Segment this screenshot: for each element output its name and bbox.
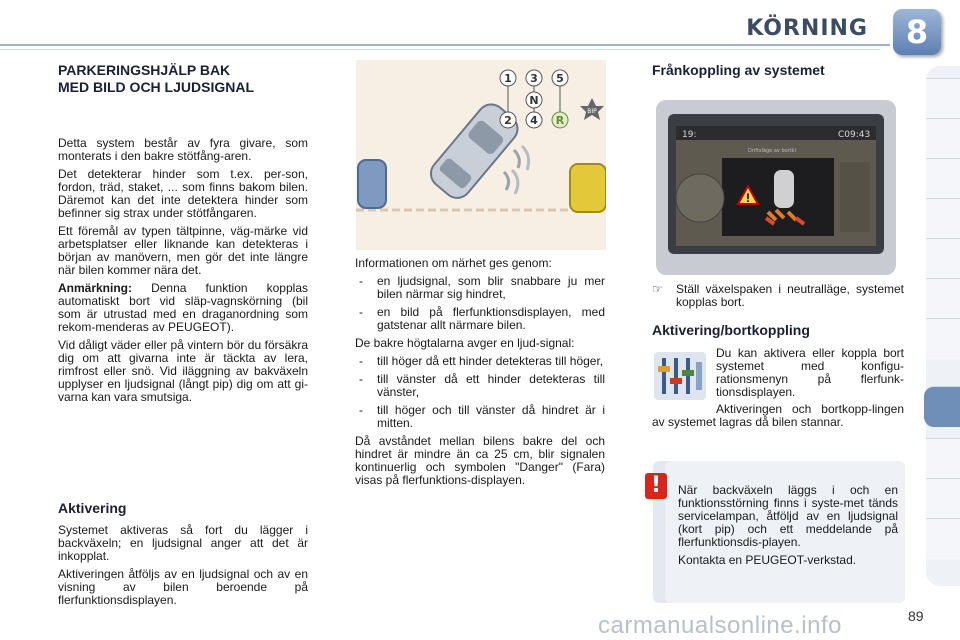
- parking-illustration: [356, 60, 606, 250]
- list-item: - en bild på flerfunktionsdisplayen, med gatstenar allt närmare bilen.: [355, 306, 605, 332]
- chapter-tab[interactable]: [926, 118, 960, 159]
- paragraph: Vid dåligt väder eller på vintern bör du försäkra dig om att givarna inte är täckta av lera, rimfrost eller snö. Vid iläggning av bakväxeln upplyser en ljudsignal (långt pip) dig om att gi-varna kan vara smutsiga.: [58, 338, 308, 404]
- paragraph: Aktiveringen åtföljs av en ljudsignal och av en visning av bilen beroende på flerfunktionsdisplayen.: [58, 567, 308, 607]
- bip-label: BIP: [587, 108, 597, 115]
- gear-1: 1: [504, 72, 512, 85]
- speaker-list: [355, 355, 605, 430]
- paragraph: När backväxeln läggs i och en funktionsstörning finns i syste-met tänds servicelampan, åtföljd av en ljudsignal (kort pip) och ett meddelande på flerfunktionsdis-playen.: [678, 483, 898, 549]
- paragraph: Detta system består av fyra givare, som monterats i den bakre stötfång-aren.: [58, 136, 308, 163]
- aktbort-body-2: [652, 403, 904, 434]
- paragraph: Då avståndet mellan bilens bakre del och hindret är mindre än ca 25 cm, blir signalen kontinuerlig och symbolen "Danger" (Fara) visas på flerfunktions-displayen.: [355, 434, 605, 487]
- paragraph: Kontakta en PEUGEOT-verkstad.: [678, 553, 857, 567]
- chapter-tab[interactable]: [926, 278, 960, 319]
- warning-icon: !: [645, 473, 667, 499]
- left-body: [58, 137, 308, 409]
- list-item: - till höger och till vänster då hindret är i mitten.: [355, 404, 605, 430]
- paragraph: Aktiveringen och bortkopp-lingen av systemet lagras då bilen stannar.: [652, 402, 904, 429]
- paragraph: Du kan aktivera eller koppla bort systemet med konfigu-rationsmenyn på flerfunk-tionsdisplayen.: [716, 346, 904, 399]
- chapter-tab[interactable]: [926, 518, 960, 559]
- chapter-tab[interactable]: [926, 438, 960, 479]
- warning-text: [678, 484, 898, 572]
- middle-body: [355, 257, 605, 492]
- paragraph: Ett föremål av typen tältpinne, väg-märke vid arbetsplatser eller liknande kan detekteras i början av manövern, men gör det inte längre när bilen kommer nära det.: [58, 224, 308, 277]
- parking-diagram: [356, 60, 606, 250]
- chapter-tab-active[interactable]: [924, 386, 960, 427]
- gear-r: R: [555, 114, 565, 127]
- chapter-tab[interactable]: [926, 478, 960, 519]
- chapter-tab[interactable]: [926, 318, 960, 359]
- header-rule-thin: [0, 49, 880, 50]
- screen-sub-text: Driftsläge av bortkl: [748, 148, 796, 154]
- page-number: 89: [908, 608, 924, 624]
- chapter-tab[interactable]: [926, 78, 960, 119]
- svg-text:!: !: [746, 191, 750, 205]
- chapter-tab[interactable]: [926, 198, 960, 239]
- list-item: - till höger då ett hinder detekteras till höger,: [355, 355, 605, 368]
- gear-n: N: [529, 94, 539, 107]
- paragraph: Systemet aktiveras så fort du lägger i backväxeln; en ljudsignal anger att det är inkopplat.: [58, 523, 308, 563]
- gear-5: 5: [556, 72, 564, 85]
- chapter-number-badge: [893, 9, 941, 55]
- section-title: [58, 62, 318, 96]
- frankoppling-heading: Frånkoppling av systemet: [652, 62, 825, 78]
- aktivering-body: [58, 524, 308, 612]
- neutral-instruction: [652, 283, 904, 309]
- screen-right-text: C09:43: [838, 130, 871, 140]
- aktbort-body-1: [716, 347, 904, 404]
- pointer-icon: ☞: [652, 282, 663, 296]
- gear-2: 2: [504, 114, 512, 127]
- chapter-title: KÖRNING: [746, 16, 868, 41]
- proximity-list: [355, 275, 605, 332]
- paragraph: Informationen om närhet ges genom:: [355, 256, 552, 270]
- paragraph: De bakre högtalarna avger en ljud-signal:: [355, 336, 575, 350]
- note-label: Anmärkning:: [58, 281, 133, 295]
- watermark: carmanualsonline.info: [598, 612, 842, 639]
- aktivering-heading: Aktivering: [58, 500, 127, 516]
- config-menu-icon: [654, 352, 706, 400]
- list-item: - till vänster då ett hinder detekteras till vänster,: [355, 373, 605, 399]
- chapter-tabs: [926, 66, 960, 586]
- note-text: Denna funktion kopplas automatiskt bort vid släp-vagnskörning (bil som är utrustad med en draganordning som rekom-menderas av PEUGEOT).: [58, 281, 308, 334]
- header-rule: [0, 44, 890, 46]
- chapter-tab[interactable]: [926, 238, 960, 279]
- paragraph: Det detekterar hinder som t.ex. per-son, fordon, träd, staket, ... som finns bakom bilen. Däremot kan det inte detektera hinder som befinner sig strax under stötfångaren.: [58, 167, 308, 220]
- title-line: MED BILD OCH LJUDSIGNAL: [58, 79, 254, 95]
- aktbort-heading: Aktivering/bortkoppling: [652, 322, 810, 338]
- chapter-number: 8: [905, 13, 929, 51]
- note-paragraph: [58, 282, 308, 334]
- chapter-tab[interactable]: [926, 158, 960, 199]
- screen-left-text: 19:: [682, 130, 697, 140]
- display-drawing: [656, 100, 896, 275]
- gear-4: 4: [530, 114, 538, 127]
- multifunction-display-illustration: [656, 100, 896, 275]
- title-line: PARKERINGSHJÄLP BAK: [58, 62, 231, 78]
- list-item: - en ljudsignal, som blir snabbare ju mer bilen närmar sig hindret,: [355, 275, 605, 301]
- gear-3: 3: [530, 72, 538, 85]
- instruction-text: Ställ växelspaken i neutralläge, systemet kopplas bort.: [676, 282, 904, 309]
